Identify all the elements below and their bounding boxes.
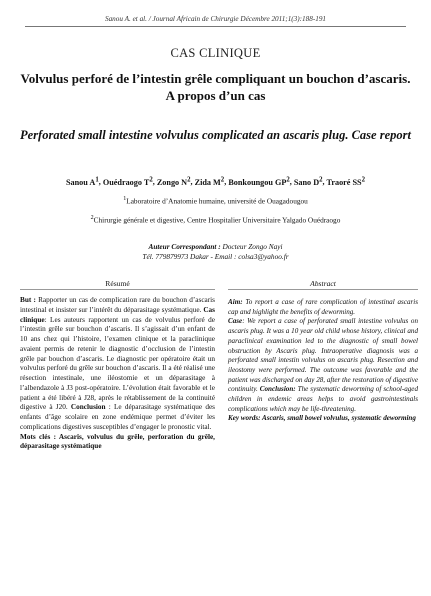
abstract-heading: Abstract	[310, 279, 336, 288]
author: Zongo $N^2$	[156, 176, 191, 187]
affiliation-1: $^1$Laboratoire d’Anatomie humaine, université de Ouagadougou	[123, 196, 308, 206]
author: Bonkoungou $GP^2$	[228, 176, 290, 187]
title-english: Perforated small intestine volvulus complicated an ascaris plug. Case report	[20, 128, 411, 142]
affiliation-2: $^2$Chirurgie générale et digestive, Centre Hospitalier Universitaire Yalgado Ouédraogo	[90, 215, 341, 225]
running-head: Sanou A. et al. / Journal Africain de Chirurgie Décembre 2011;1(3):188-191	[104, 15, 327, 23]
author-list: Sanou $A^1$, Ouédraogo $T^2$, Zongo $N^2$, Zida $M^2$, Bonkoungou $GP^2$, Sano $D^2$, Traoré $SS^2$	[65, 176, 366, 187]
resume-body: But : Rapporter un cas de complication rare du bouchon d’ascaris intestinal et insister sur l’intérêt du déparasitage systématique. Cas clinique: Les auteurs rapportent un cas de volvulus perforé de l’intestin grêle sur bouchon d’ascaris. Il s’agissait d’un enfant de 10 ans chez qui l’histoire, l’examen clinique et la paraclinique avaient permis de retenir le diagnostic d’occlusion de l’intestin grêle par bouchon d’ascaris. Le diagnostic per opératoire était un volvulus perforé du grêle sur bouchon d’ascaris. Il a été réalisé une résection intestinale, une iléostomie et un déparasitage à l’albendazole à J3 post-opératoire. L’évolution était favorable et le patient a été libéré à J28, après le rétablissement de la continuité digestive à J20. Conclusion : Le déparasitage systématique des enfants d’âge scolaire en zone endémique permet d’éviter les complications digestives susceptibles d’engager le pronostic vital. Mots clés : Ascaris, volvulus du grêle, perforation du grêle, déparasitage systématique	[20, 296, 216, 451]
section-label: CAS CLINIQUE	[170, 46, 261, 60]
abstract-body: Aim: To report a case of rare complication of intestinal ascaris cap and highlight the benefits of deworming. Case: We report a case of perforated small intestine volvulus on ascaris plug. It was a 10 year old child whose history, clinical and paraclinical examination led to the diagnostic of small bowel obstruction by Ascaris plug. Intraoperative diagnosis was a perforated small intestin volvulus on ascaris plug. Resection and ileostomy were performed. The outcome was favorable and the patient was discharged on day 28, after the restoration of digestive continuity. Conclusion: The systematic deworming of school-aged children in endemic areas helps to avoid gastrointestinals complications which may be life-threatening. Key words: Ascaris, small bowel volvulus, systematic deworming	[228, 298, 418, 423]
author: Zida $M^2$	[194, 176, 225, 187]
author: Ouédraogo $T^2$	[102, 176, 153, 187]
author: Sanou $A^1$	[65, 176, 99, 187]
resume-rule	[20, 289, 215, 290]
abstract-keywords: Key words: Ascaris, small bowel volvulus, systematic deworming	[228, 414, 416, 423]
author: Traoré $SS^2$	[326, 176, 366, 187]
resume-keywords: Mots clés : Ascaris, volvulus du grêle, perforation du grêle, déparasitage systématique	[20, 432, 215, 451]
resume-heading: Résumé	[105, 279, 130, 288]
contact-info: Tél. 779879973 Dakar - Email : colsa3@yahoo.fr	[142, 252, 289, 261]
header-rule	[25, 26, 406, 27]
abstract-rule	[228, 289, 418, 290]
author: Sano $D^2$	[293, 176, 323, 187]
title-french: Volvulus perforé de l’intestin grêle compliquant un bouchon d’ascaris. A propos d’un cas	[20, 71, 411, 103]
corresponding-author: Auteur Correspondant : Docteur Zongo Nayi Tél. 779879973 Dakar - Email : colsa3@yahoo.fr	[0, 242, 431, 262]
